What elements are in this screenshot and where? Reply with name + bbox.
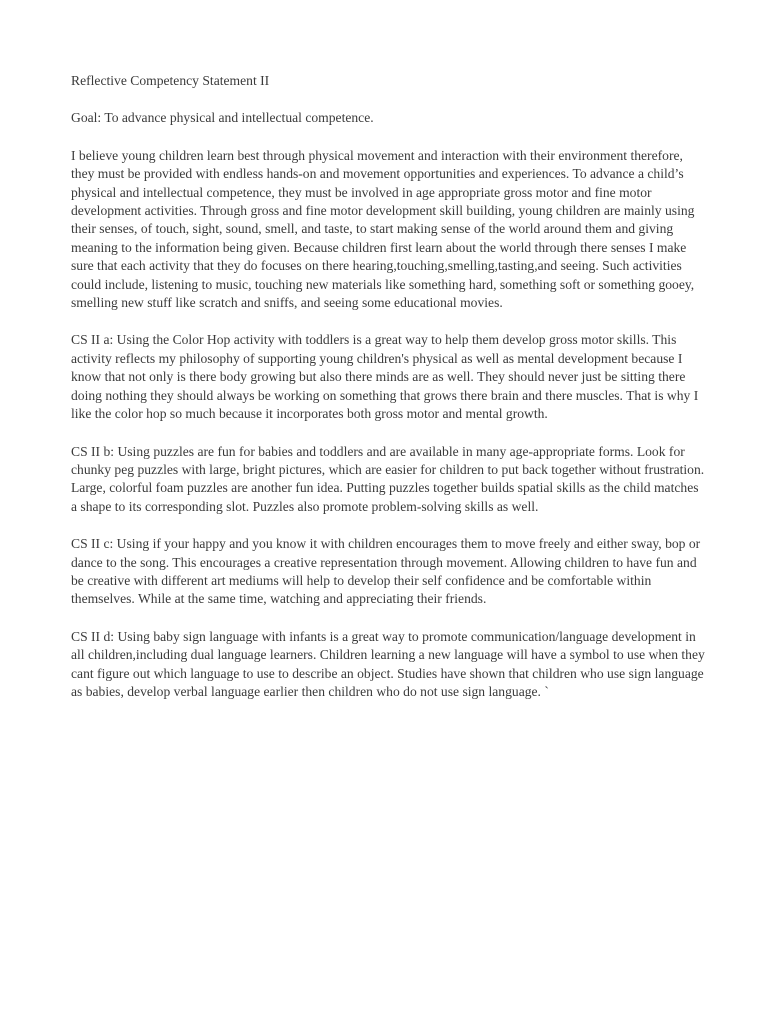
paragraph-cs-ii-d: CS II d: Using baby sign language with infants is a great way to promote communication/language development in all children,including dual language learners. Children learning a new language will have a symbol to use when they cant figure out which language to use to describe an object. Studies have shown that children who use sign language as babies, develop verbal language earlier then children who do not use sign language. ` — [71, 628, 705, 699]
document-title: Reflective Competency Statement II — [71, 73, 270, 88]
paragraph-cs-ii-c: CS II c: Using if your happy and you know it with children encourages them to move freely and either sway, bop or dance to the song. This encourages a creative representation through movement. Allowing children to have fun and be creative with different art mediums will help to develop their self confidence and be comfortable within themselves. While at the same time, watching and appreciating their friends. — [71, 536, 701, 607]
paragraph-cs-ii-a: CS II a: Using the Color Hop activity with toddlers is a great way to help them develop gross motor skills. This activity reflects my philosophy of supporting young children's physical as well as mental development because I know that not only is there body growing but also there minds are as well. They should never just be sitting there doing nothing they should always be working on something that grows there brain and there muscles. That is why I like the color hop so much because it incorporates both gross motor and mental growth. — [71, 332, 699, 422]
paragraph-cs-ii-b: CS II b: Using puzzles are fun for babies and toddlers and are available in many age-appropriate forms. Look for chunky peg puzzles with large, bright pictures, which are easier for children to put back together without frustration. Large, colorful foam puzzles are another fun idea. Putting puzzles together builds spatial skills as the child matches a shape to its corresponding slot. Puzzles also promote problem-solving skills as well. — [71, 443, 705, 514]
paragraph-philosophy: I believe young children learn best through physical movement and interaction with their environment therefore, they must be provided with endless hands-on and movement opportunities and experiences. To advance a child’s physical and intellectual competence, they must be involved in age appropriate gross motor and fine motor development activities. Through gross and fine motor development skill building, young children are mainly using their senses, of touch, sight, sound, smell, and taste, to start making sense of the world around them and giving meaning to the information being given. Because children first learn about the world through there senses I make sure that each activity that they do focuses on there hearing,touching,smelling,tasting,and seeing. Such activities could include, listening to music, touching new materials like something hard, something soft or something gooey, smelling new stuff like scratch and sniffs, and seeing some educational movies. — [71, 147, 695, 311]
goal-statement: Goal: To advance physical and intellectual competence. — [71, 110, 374, 126]
document-body — [71, 72, 707, 720]
